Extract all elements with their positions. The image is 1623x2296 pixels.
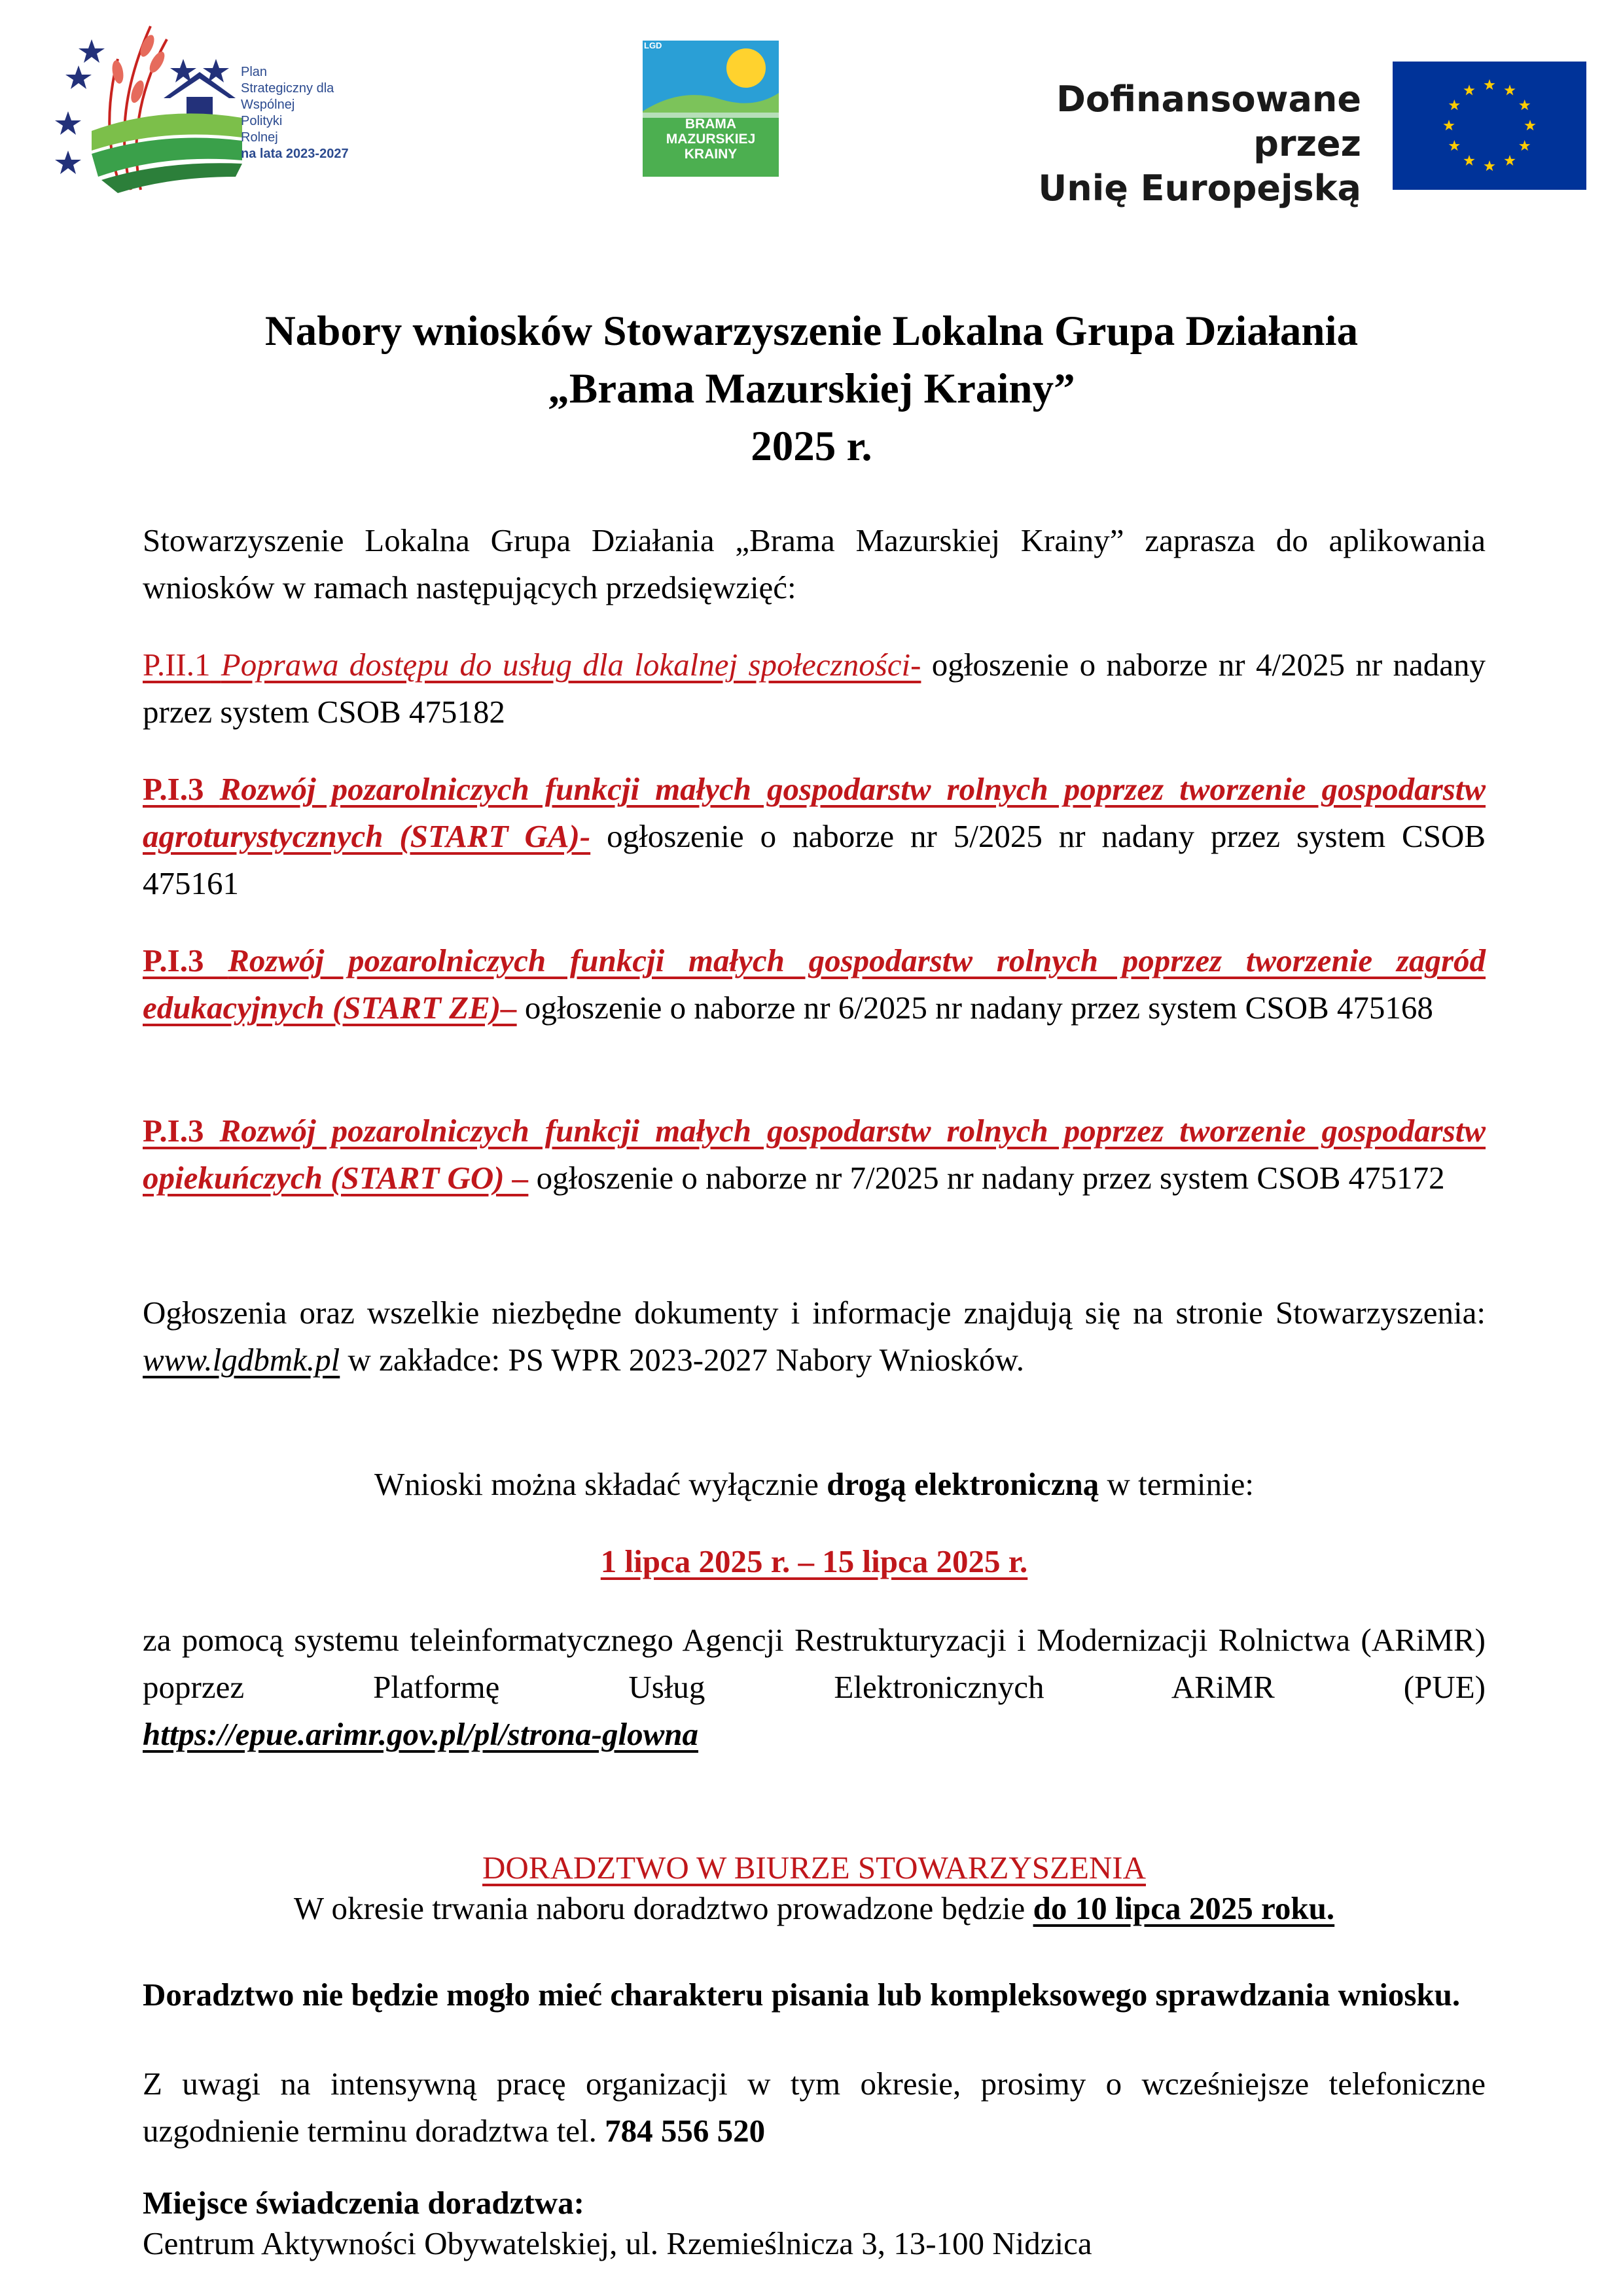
title-line1: Nabory wniosków Stowarzyszenie Lokalna Grupa Działania (264, 308, 1359, 355)
call-desc: ogłoszenie o naborze nr 7/2025 nr nadany przez system CSOB 475172 (528, 1160, 1445, 1196)
eu-funding-line1: Dofinansowane przez (1056, 79, 1361, 164)
call-desc: ogłoszenie o naborze nr 6/2025 nr nadany przez system CSOB 475168 (516, 990, 1433, 1026)
submission-method: drogą elektroniczną (827, 1466, 1099, 1502)
call-item (143, 937, 1486, 1031)
lgd-logo-text (643, 117, 779, 162)
logo-line: BRAMA (685, 117, 737, 132)
epue-link[interactable]: https://epue.arimr.gov.pl/pl/strona-glowna (143, 1716, 699, 1752)
website-link[interactable]: www.lgdbmk.pl (143, 1342, 340, 1378)
submission-system: za pomocą systemu teleinformatycznego Agencji Restrukturyzacji i Modernizacji Rolnictwa (ARiMR) poprzez Platformę Usług Elektronicznych ARiMR (PUE) (143, 1622, 1486, 1705)
advice-place-heading: Miejsce świadczenia doradztwa: (143, 2185, 584, 2221)
sun-icon (726, 48, 766, 88)
phone-number: 784 556 520 (605, 2113, 766, 2149)
advice-place-address: Centrum Aktywności Obywatelskiej, ul. Rzemieślnicza 3, 13-100 Nidzica (143, 2225, 1092, 2261)
logo-line: KRAINY (684, 147, 738, 162)
call-item (143, 1107, 1486, 1202)
call-code: P.II.1 Poprawa dostępu do usług dla lokalnej społeczności- (143, 647, 921, 683)
advice-phone-info: Z uwagi na intensywną pracę organizacji w tym okresie, prosimy o wcześniejsze telefoniczne uzgodnienie terminu doradztwa tel. 784 556 520 (143, 2066, 1486, 2149)
logo-line: Polityki (241, 114, 283, 128)
title-line2: „Brama Mazurskiej Krainy” (548, 365, 1075, 412)
title-line3: 2025 r. (751, 423, 872, 470)
call-code: P.I.3 Rozwój pozarolniczych funkcji małych gospodarstw rolnych poprzez tworzenie gospodarstw opiekuńczych (START GO) – (143, 1113, 1486, 1196)
call-item (143, 641, 1486, 736)
call-code: P.I.3 Rozwój pozarolniczych funkcji małych gospodarstw rolnych poprzez tworzenie zagród edukacyjnych (START ZE)– (143, 942, 1486, 1026)
eu-funding-line2: Unię Europejską (1038, 168, 1361, 209)
page-title (131, 302, 1492, 475)
logo-line: Rolnej (241, 130, 278, 145)
advice-period: W okresie trwania naboru doradztwo prowadzone będzie do 10 lipca 2025 roku. (293, 1890, 1335, 1926)
documents-info: Ogłoszenia oraz wszelkie niezbędne dokumenty i informacje znajdują się na stronie Stowarzyszenia: www.lgdbmk.pl w zakładce: PS WPR 2023-2027 Nabory Wniosków. (143, 1295, 1486, 1378)
eu-flag-icon (1393, 62, 1586, 190)
logo-line: Wspólnej (241, 98, 295, 112)
house-icon (164, 72, 236, 98)
eu-funding-text (955, 77, 1361, 211)
submission-dates: 1 lipca 2025 r. – 15 lipca 2025 r. (600, 1543, 1028, 1579)
submission-info: Wnioski można składać wyłącznie drogą elektroniczną w terminie: (374, 1466, 1254, 1502)
call-code: P.I.3 Rozwój pozarolniczych funkcji małych gospodarstw rolnych poprzez tworzenie gospodarstw agroturystycznych (START GA)- (143, 771, 1486, 854)
call-item (143, 766, 1486, 907)
logo-line: na lata 2023-2027 (241, 147, 349, 161)
logo-line: MAZURSKIEJ (666, 132, 756, 147)
lgd-tag: LGD (644, 41, 662, 50)
logo-line: Strategiczny dla (241, 81, 334, 96)
advice-deadline: do 10 lipca 2025 roku. (1033, 1890, 1335, 1926)
call-desc: ogłoszenie o naborze nr 4/2025 nr nadany przez system CSOB 475182 (143, 647, 1486, 730)
intro-paragraph: Stowarzyszenie Lokalna Grupa Działania „Brama Mazurskiej Krainy” zaprasza do aplikowania wniosków w ramach następujących przedsięwzięć: (143, 522, 1486, 605)
psp-wpr-logo-text (241, 64, 349, 162)
logo-line: Plan (241, 65, 268, 79)
advice-heading: DORADZTWO W BIURZE STOWARZYSZENIA (482, 1850, 1146, 1886)
advice-warning: Doradztwo nie będzie mogło mieć charakteru pisania lub kompleksowego sprawdzania wniosku. (143, 1977, 1461, 2013)
call-desc: ogłoszenie o naborze nr 5/2025 nr nadany przez system CSOB 475161 (143, 818, 1486, 901)
